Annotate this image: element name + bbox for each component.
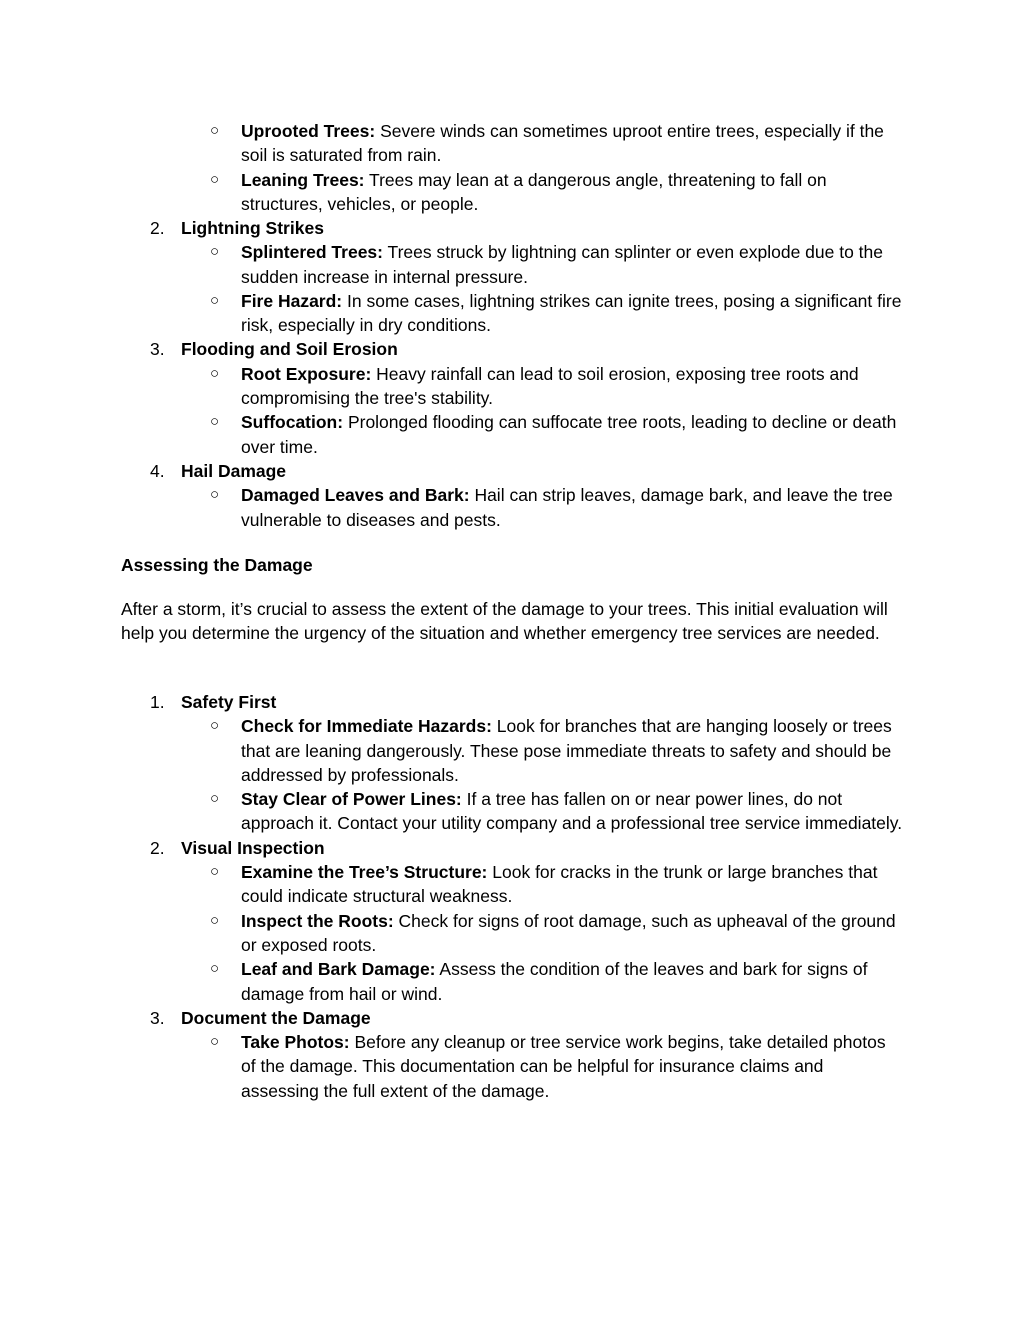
sub-item-body: Check for signs of root damage, such as upheaval of the ground or exposed roots. (241, 910, 896, 955)
sub-list-item (0, 168, 1024, 217)
hollow-circle-bullet-icon: ○ (210, 486, 220, 504)
item-number: 3. (150, 1007, 165, 1028)
sub-item-label: Check for Immediate Hazards: (241, 716, 492, 737)
item-number: 4. (150, 460, 165, 481)
sub-item-label: Inspect the Roots: (241, 910, 394, 931)
sub-list-item (0, 289, 1024, 338)
hollow-circle-bullet-icon: ○ (210, 243, 220, 261)
hollow-circle-bullet-icon: ○ (210, 122, 220, 139)
sub-item-body: Trees struck by lightning can splinter or even explode due to the sudden increase in internal pressure. (241, 242, 884, 287)
sub-item-text (241, 410, 903, 459)
numbered-item (0, 836, 1024, 1006)
sub-item-body: Assess the condition of the leaves and bark for signs of damage from hail or wind. (241, 959, 868, 1004)
item-title: Visual Inspection (181, 837, 325, 858)
sub-item-text (241, 787, 903, 836)
sub-item-text (241, 483, 903, 532)
sub-item-label: Leaning Trees: (241, 169, 365, 190)
sub-list-item (0, 410, 1024, 459)
numbered-item (0, 1006, 1024, 1103)
sub-item-label: Root Exposure: (241, 363, 372, 384)
numbered-item (0, 216, 1024, 337)
sub-item-label: Examine the Tree’s Structure: (241, 862, 488, 883)
sub-item-label: Take Photos: (241, 1032, 350, 1053)
numbered-item (0, 459, 1024, 532)
item-number: 2. (150, 837, 165, 858)
item-number: 3. (150, 339, 165, 360)
sub-list-item (0, 909, 1024, 958)
sub-item-body: If a tree has fallen on or near power lines, do not approach it. Contact your utility company and a professional tree service immediately. (241, 789, 903, 834)
hollow-circle-bullet-icon: ○ (210, 364, 220, 382)
sub-list-item (0, 1030, 1024, 1103)
sub-item-label: Damaged Leaves and Bark: (241, 485, 470, 506)
sub-item-label: Uprooted Trees: (241, 121, 376, 141)
sub-item-text (241, 860, 903, 909)
item-number: 2. (150, 218, 165, 238)
sub-item-label: Suffocation: (241, 412, 344, 433)
hollow-circle-bullet-icon: ○ (210, 413, 220, 431)
sub-item-label: Stay Clear of Power Lines: (241, 789, 462, 810)
sub-list-item (0, 714, 1024, 787)
numbered-list-assessment (0, 690, 1024, 1103)
numbered-item (0, 690, 1024, 836)
sub-list-item (0, 483, 1024, 532)
sub-item-body: Look for branches that are hanging loosely or trees that are leaning dangerously. These pose immediate threats to safety and should be addressed by professionals. (241, 716, 892, 785)
list-continued (0, 119, 1024, 216)
section-intro-paragraph: After a storm, it’s crucial to assess the extent of the damage to your trees. This initial evaluation will help you determine the urgency of the situation and whether emergency tree services are needed. (121, 599, 888, 644)
sub-list-item (0, 240, 1024, 289)
item-title: Document the Damage (181, 1007, 371, 1028)
sub-item-text (241, 119, 903, 168)
hollow-circle-bullet-icon: ○ (210, 863, 220, 881)
sub-list-item (0, 362, 1024, 411)
sub-list-item (0, 787, 1024, 836)
sub-item-text (241, 289, 903, 338)
sub-item-label: Fire Hazard: (241, 290, 343, 311)
hollow-circle-bullet-icon: ○ (210, 170, 220, 188)
numbered-list-storm-damage (0, 216, 1024, 532)
sub-item-body: Hail can strip leaves, damage bark, and leave the tree vulnerable to diseases and pests. (241, 485, 893, 530)
sub-item-label: Splintered Trees: (241, 242, 383, 263)
hollow-circle-bullet-icon: ○ (210, 291, 220, 309)
section-heading: Assessing the Damage (121, 555, 313, 575)
sub-item-text (241, 714, 903, 787)
hollow-circle-bullet-icon: ○ (210, 911, 220, 929)
sub-item-body: Look for cracks in the trunk or large branches that could indicate structural weakness. (241, 862, 878, 907)
sub-list-item (0, 119, 1024, 168)
sub-item-label: Leaf and Bark Damage: (241, 959, 436, 980)
hollow-circle-bullet-icon: ○ (210, 1033, 220, 1051)
sub-item-text (241, 362, 903, 411)
sub-item-body: Heavy rainfall can lead to soil erosion, exposing tree roots and compromising the tree's stability. (241, 363, 859, 409)
sub-item-body: In some cases, lightning strikes can ignite trees, posing a significant fire risk, especially in dry conditions. (241, 290, 902, 336)
item-title: Hail Damage (181, 460, 287, 481)
numbered-item (0, 337, 1024, 458)
sub-item-body: Before any cleanup or tree service work begins, take detailed photos of the damage. This documentation can be helpful for insurance claims and assessing the full extent of the damage. (241, 1032, 886, 1101)
sub-item-body: Severe winds can sometimes uproot entire trees, especially if the soil is saturated from rain. (241, 121, 884, 166)
item-number: 1. (150, 692, 165, 712)
sub-list-item (0, 860, 1024, 909)
item-title: Lightning Strikes (181, 218, 324, 238)
hollow-circle-bullet-icon: ○ (210, 960, 220, 978)
sub-item-text (241, 168, 903, 217)
item-title: Flooding and Soil Erosion (181, 339, 398, 360)
sub-item-text (241, 240, 903, 289)
hollow-circle-bullet-icon: ○ (210, 717, 220, 735)
sub-item-text (241, 909, 903, 958)
sub-list-item (0, 957, 1024, 1006)
sub-item-body: Trees may lean at a dangerous angle, threatening to fall on structures, vehicles, or people. (241, 169, 827, 214)
item-title: Safety First (181, 692, 277, 712)
sub-item-text (241, 1030, 903, 1103)
sub-item-text (241, 957, 903, 1006)
sub-item-body: Prolonged flooding can suffocate tree roots, leading to decline or death over time. (241, 412, 897, 457)
hollow-circle-bullet-icon: ○ (210, 790, 220, 808)
